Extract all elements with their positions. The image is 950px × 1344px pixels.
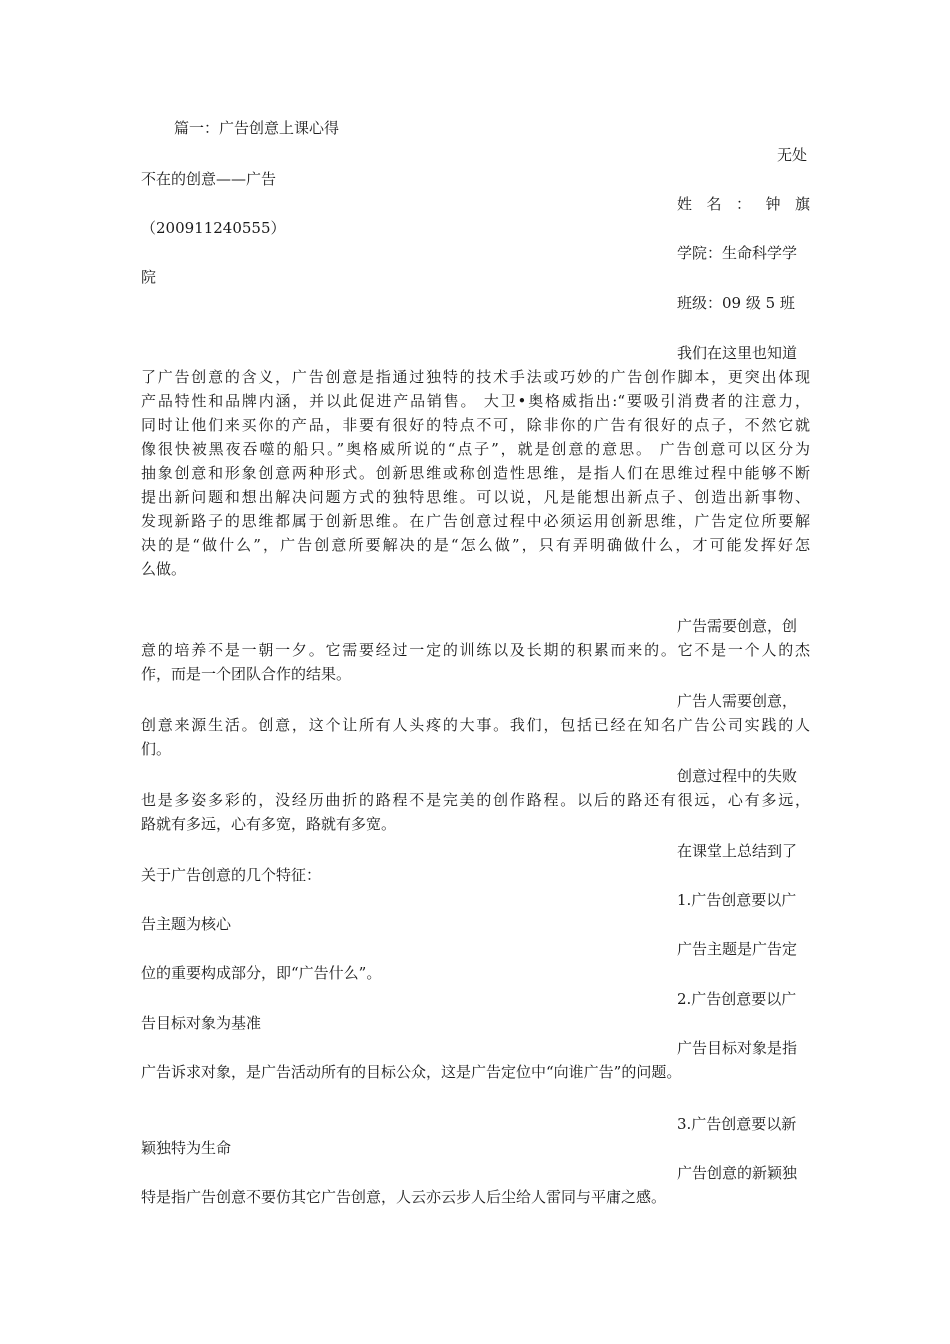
subtitle-line-1: 无处 [777,146,808,164]
feature1-body: 位的重要构成部分，即“广告什么”。 [141,964,382,982]
feature2-body: 广告目标对象是指 [677,1039,798,1057]
para1-line: 了广告创意的含义，广告创意是指通过独特的技术手法或巧妙的广告创作脚本，更突出体现 [141,368,810,386]
para1-line: 抽象创意和形象创意两种形式。创新思维或称创造性思维，是指人们在思维过程中能够不断 [141,464,810,482]
para3-line: 创意来源生活。创意，这个让所有人头疼的大事。我们，包括已经在知名广告公司实践的人 [141,716,810,734]
para1-line: 产品特性和品牌内涵，并以此促进产品销售。 大卫•奥格威指出:“要吸引消费者的注意力， [141,392,810,410]
feature3-body: 特是指广告创意不要仿其它广告创意，人云亦云步人后尘给人雷同与平庸之感。 [141,1188,667,1206]
para1-line: 么做。 [141,560,187,578]
feature3-heading: 颖独特为生命 [141,1139,232,1157]
para1-line: 像很快被黑夜吞噬的船只。”奥格威所说的“点子”，就是创意的意思。 广告创意可以区分为 [141,440,810,458]
para4-line: 也是多姿多彩的，没经历曲折的路程不是完美的创作路程。以后的路还有很远，心有多远， [141,791,810,809]
author-college-2: 院 [141,268,157,286]
para3-line: 们。 [141,740,172,758]
feature1-body: 广告主题是广告定 [677,940,798,958]
author-name: 姓 名 ： 钟 旗 [677,195,810,213]
author-id: （200911240555） [141,219,286,237]
para2-line: 意的培养不是一朝一夕。它需要经过一定的训练以及长期的积累而来的。它不是一个人的杰 [141,641,810,659]
feature2-body: 广告诉求对象，是广告活动所有的目标公众，这是广告定位中“向谁广告”的问题。 [141,1063,682,1081]
para1-line: 提出新问题和想出解决问题方式的独特思维。可以说，凡是能想出新点子、创造出新事物、 [141,488,810,506]
feature1-heading: 1.广告创意要以广 [677,891,797,909]
para3-line: 广告人需要创意， [677,692,798,710]
para1-line: 同时让他们来买你的产品，非要有很好的特点不可，除非你的广告有很好的点子，不然它就 [141,416,810,434]
para5-line: 关于广告创意的几个特征： [141,866,322,884]
para4-line: 创意过程中的失败 [677,767,798,785]
para2-line: 作，而是一个团队合作的结果。 [141,665,352,683]
para1-line: 发现新路子的思维都属于创新思维。在广告创意过程中必须运用创新思维，广告定位所要解 [141,512,810,530]
feature2-heading: 告目标对象为基准 [141,1014,262,1032]
para1-line: 我们在这里也知道 [677,344,798,362]
feature2-heading: 2.广告创意要以广 [677,990,797,1008]
feature1-heading: 告主题为核心 [141,915,232,933]
author-class: 班级：09 级 5 班 [677,294,795,312]
doc-title: 篇一：广告创意上课心得 [174,119,340,137]
author-college-1: 学院：生命科学学 [677,244,798,262]
para1-line: 决的是“做什么”，广告创意所要解决的是“怎么做”，只有弄明确做什么，才可能发挥好怎 [141,536,810,554]
para5-line: 在课堂上总结到了 [677,842,798,860]
para4-line: 路就有多远，心有多宽，路就有多宽。 [141,815,397,833]
feature3-body: 广告创意的新颖独 [677,1164,798,1182]
feature3-heading: 3.广告创意要以新 [677,1115,797,1133]
para2-line: 广告需要创意，创 [677,617,798,635]
subtitle-line-2: 不在的创意——广告 [141,170,277,188]
